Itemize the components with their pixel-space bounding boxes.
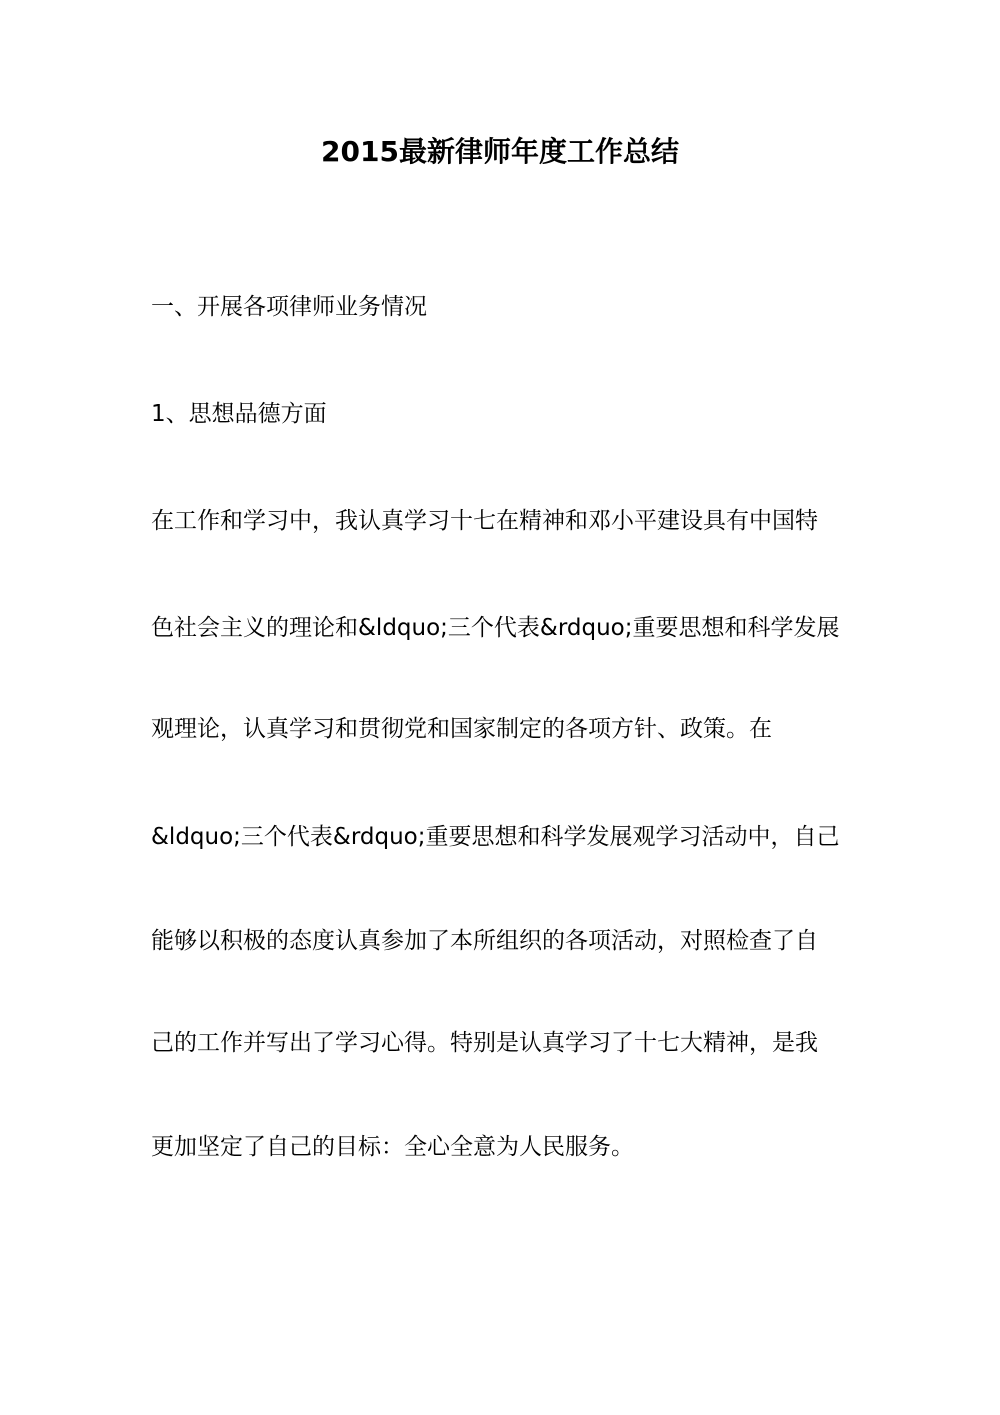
subsection-heading: 1、思想品德方面	[151, 401, 327, 427]
paragraph-line: 能够以积极的态度认真参加了本所组织的各项活动，对照检查了自	[151, 928, 818, 954]
paragraph-line: 在工作和学习中，我认真学习十七在精神和邓小平建设具有中国特	[151, 508, 818, 534]
paragraph-line: 己的工作并写出了学习心得。特别是认真学习了十七大精神，是我	[151, 1030, 818, 1056]
section-heading: 一、开展各项律师业务情况	[151, 294, 427, 320]
paragraph-line: &ldquo;三个代表&rdquo;重要思想和科学发展观学习活动中，自己	[151, 824, 840, 850]
paragraph-line: 更加坚定了自己的目标：全心全意为人民服务。	[151, 1134, 634, 1160]
paragraph-line: 色社会主义的理论和&ldquo;三个代表&rdquo;重要思想和科学发展	[151, 615, 840, 641]
paragraph-line: 观理论，认真学习和贯彻党和国家制定的各项方针、政策。在	[151, 716, 772, 742]
document-title: 2015最新律师年度工作总结	[321, 135, 679, 168]
